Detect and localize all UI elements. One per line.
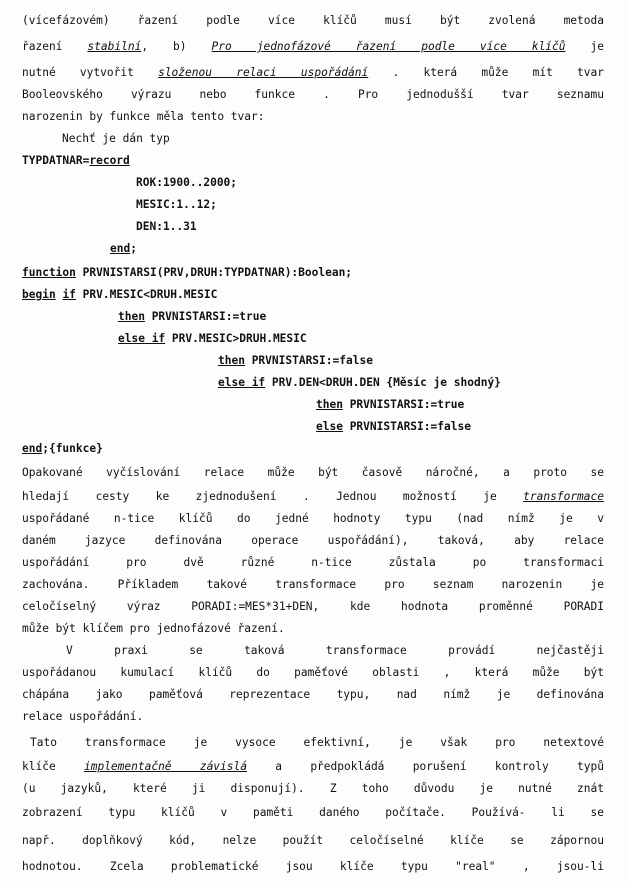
text-line: hodnotou. Zcela problematické jsou klíče typu "real" , jsou-li [22, 860, 604, 873]
code-line [22, 262, 352, 284]
text-line: (vícefázovém) řazení podle více klíčů musí být zvolená metoda [22, 14, 604, 27]
keyword-then: then [316, 398, 343, 411]
code-line [110, 238, 137, 260]
code-text: TYPDATNAR= [22, 154, 90, 167]
text-line: uspořádání pro dvě různé n-tice zůstala po transformaci [22, 556, 604, 569]
code-line: ROK:1900..2000; [136, 176, 238, 189]
emphasis-transformace: transformace [523, 490, 604, 503]
code-line [218, 350, 373, 372]
code-text: PRVNISTARSI:=true [144, 310, 267, 323]
text-line: narozenin by funkce měla tento tvar: [22, 110, 265, 123]
text-line: Booleovského výrazu nebo funkce . Pro jednodušší tvar seznamu [22, 88, 604, 101]
code-line: MESIC:1..12; [136, 198, 217, 211]
text-span: nutné vytvořit [22, 66, 159, 79]
code-text: ; [130, 242, 137, 255]
text-line: V praxi se taková transformace provádí nejčastěji [66, 644, 604, 657]
code-text: PRV.MESIC<DRUH.MESIC [75, 288, 218, 301]
text-line: Nechť je dán typ [62, 132, 170, 145]
text-span: je [565, 40, 604, 53]
emphasis-slozenou-relaci: složenou relaci uspořádání [158, 66, 369, 79]
text-span: . která může mít tvar [368, 66, 604, 79]
text-span: a předpokládá porušení kontroly typů [247, 760, 605, 773]
code-line [22, 284, 217, 306]
emphasis-implementacne: implementačně závislá [83, 760, 247, 773]
text-line: uspořádané n-tice klíčů do jedné hodnoty typu (nad nímž je v [22, 512, 604, 525]
code-text: PRVNISTARSI(PRV,DRUH:TYPDATNAR):Boolean; [75, 266, 353, 279]
code-text: PRVNISTARSI:=false [342, 420, 471, 433]
text-line: (u jazyků, které ji disponují). Z toho důvodu je nutné znát [22, 782, 604, 795]
text-line: relace uspořádání. [22, 710, 144, 723]
keyword-if: if [62, 288, 76, 301]
text-span: hledají cesty ke zjednodušení . Jednou možností je [22, 490, 524, 503]
text-line: uspořádanou kumulací klíčů do paměťové oblasti , která může být [22, 666, 604, 679]
code-text: PRVNISTARSI:=true [342, 398, 465, 411]
keyword-else: else [316, 420, 343, 433]
keyword-if: if [144, 332, 166, 345]
text-line: zobrazení typu klíčů v paměti daného počítače. Používá- li se [22, 806, 604, 819]
code-line [22, 150, 130, 172]
keyword-if: if [244, 376, 266, 389]
code-line: DEN:1..31 [136, 220, 197, 233]
code-line [316, 394, 464, 416]
text-line: celočíselný výraz PORADI:=MES*31+DEN, kde hodnota proměnné PORADI [22, 600, 604, 613]
text-line: zachována. Příkladem takové transformace pro seznam narozenin je [22, 578, 604, 591]
code-text: PRVNISTARSI:=false [244, 354, 373, 367]
keyword-end: end [110, 242, 131, 255]
code-line [118, 328, 307, 350]
emphasis-jednofazove: Pro jednofázové řazení podle více klíčů [211, 40, 566, 53]
keyword-end: end [22, 442, 43, 455]
text-line [22, 486, 604, 508]
keyword-function: function [22, 266, 76, 279]
code-text: PRV.DEN<DRUH.DEN {Měsíc je shodný} [265, 376, 501, 389]
code-line [118, 306, 266, 328]
code-text: PRV.MESIC>DRUH.MESIC [165, 332, 307, 345]
text-line [22, 36, 604, 58]
keyword-then: then [218, 354, 245, 367]
code-line [316, 416, 471, 438]
text-line: Opakované vyčíslování relace může být časově náročné, a proto se [22, 466, 604, 479]
text-span: řazení [22, 40, 88, 53]
text-span: , b) [141, 40, 212, 53]
text-span: klíče [22, 760, 84, 773]
text-line: Tato transformace je vysoce efektivní, je však pro netextové [30, 736, 604, 749]
text-line: může být klíčem pro jednofázové řazení. [22, 622, 285, 635]
text-line: chápána jako paměťová reprezentace typu, nad nímž je definována [22, 688, 604, 701]
code-text: ;{funkce} [42, 442, 103, 455]
text-line [22, 756, 604, 778]
keyword-else: else [218, 376, 245, 389]
emphasis-stabilni: stabilní [87, 40, 142, 53]
text-line: daném jazyce definována operace uspořádání), taková, aby relace [22, 534, 604, 547]
keyword-else: else [118, 332, 145, 345]
text-line [22, 62, 604, 84]
text-line: např. doplňkový kód, nelze použít celočíselné klíče se zápornou [22, 834, 604, 847]
keyword-then: then [118, 310, 145, 323]
code-line [218, 372, 501, 394]
keyword-begin: begin [22, 288, 56, 301]
keyword-record: record [89, 154, 130, 167]
code-line [22, 438, 103, 460]
